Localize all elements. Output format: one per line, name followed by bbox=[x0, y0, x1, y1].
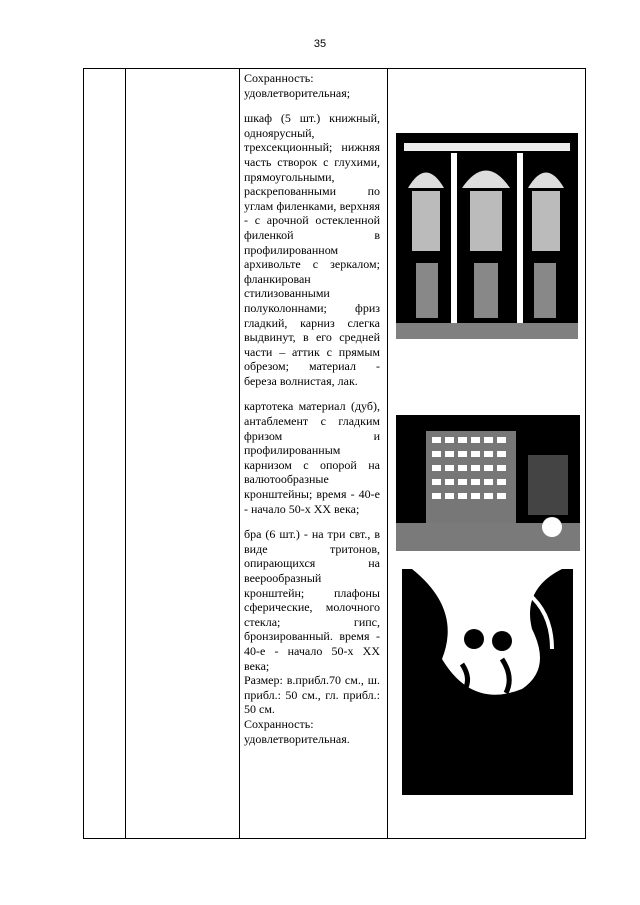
bookcase-photo bbox=[396, 133, 578, 339]
preservation-text-bottom: Сохранность: удовлетворительная. bbox=[244, 716, 350, 746]
preservation-text-top: Сохранность: удовлетворительная; bbox=[244, 71, 351, 100]
sconce-photo bbox=[402, 569, 573, 795]
page-number: 35 bbox=[313, 38, 327, 50]
bookcase-description: шкаф (5 шт.) книжный, одноярусный, трехсекционный; нижняя часть створок с глухими, прямоугольными, раскрепованными по углам филенками, верхняя - с арочной остекленной филенкой в профилированном архивольте с зеркалом; фланкирован стилизованными полуколоннами; фриз гладкий, карниз слегка выдвинут, в его средней части – аттик с прямым обрезом; материал - береза волнистая, лак. bbox=[244, 111, 380, 388]
description-cell bbox=[244, 71, 380, 757]
column-divider-3 bbox=[387, 69, 388, 838]
card-index-photo bbox=[396, 415, 580, 551]
card-index-description: картотека материал (дуб), антаблемент с гладким фризом и профилированным карнизом с опорой на валютообразные кронштейны; время - 40-е - начало 50-х XX века; bbox=[244, 399, 380, 516]
column-divider-2 bbox=[239, 69, 240, 838]
sconce-description: бра (6 шт.) - на три свт., в виде тритонов, опирающихся на веерообразный кронштейн; плафоны сферические, молочного стекла; гипс, бронзированный. время - 40-е - начало 50-х XX века; bbox=[244, 527, 380, 673]
inventory-table bbox=[83, 68, 586, 839]
size-description: Размер: в.прибл.70 см., ш. прибл.: 50 см., гл. прибл.: 50 см. bbox=[244, 673, 380, 717]
column-divider-1 bbox=[125, 69, 126, 838]
